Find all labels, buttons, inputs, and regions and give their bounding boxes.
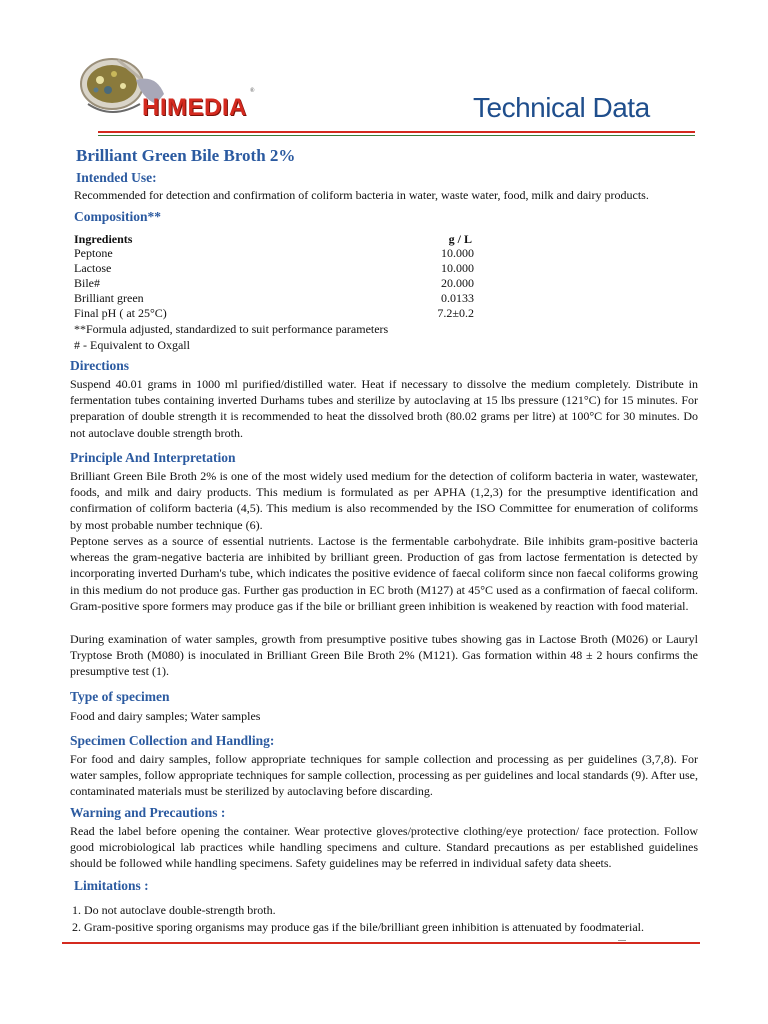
himedia-logo — [78, 54, 260, 130]
directions-heading: Directions — [70, 358, 129, 373]
divider — [618, 940, 626, 941]
composition-row — [74, 291, 484, 306]
composition-row — [74, 261, 484, 276]
header-rule-red — [98, 131, 695, 133]
intended-use-heading: Intended Use: — [76, 170, 157, 185]
limitation-item: 2. Gram-positive sporing organisms may produce gas if the bile/brilliant green inhibition is attenuated by foodmaterial. — [72, 920, 644, 934]
limitation-item: 1. Do not autoclave double-strength broth. — [72, 903, 276, 917]
ingredient-value: 10.000 — [441, 246, 474, 260]
principle-paragraph-2: Peptone serves as a source of essential nutrients. Lactose is the fermentable carbohydrate. Bile inhibits gram-positive bacteria whereas the gram-negative bacteria are inhibited by brilliant green. Production of gas from lactose fermentation is detected by incorporating inverted Durham's tube, which indicates the positive evidence of faecal coliform since non faecal coliforms growing in this medium do not produce gas. Further gas production in EC broth (M127) at 45°C used as a confirmation of faecal coliform. Gram-positive spore formers may produce gas if the bile or brilliant green inhibition is weakened by reaction with food material. — [70, 534, 698, 613]
header-title: Technical Data — [473, 92, 650, 123]
composition-row — [74, 306, 484, 321]
footer-rule — [62, 942, 700, 944]
document-title: Brilliant Green Bile Broth 2% — [76, 146, 296, 165]
ingredients-header: Ingredients — [74, 232, 133, 246]
ingredient-name: Peptone — [74, 246, 113, 260]
composition-note-bile: # - Equivalent to Oxgall — [74, 338, 190, 352]
ingredient-value: 20.000 — [441, 276, 474, 290]
principle-paragraph-3: During examination of water samples, growth from presumptive positive tubes showing gas in Lactose Broth (M026) or Lauryl Tryptose Broth (M080) is inoculated in Brilliant Green Bile Broth 2% (M121). Gas formation within 48 ± 2 hours confirms the presumptive test (1). — [70, 632, 698, 679]
warning-heading: Warning and Precautions : — [70, 805, 226, 820]
intended-use-text: Recommended for detection and confirmation of coliform bacteria in water, waste water, food, milk and dairy products. — [74, 188, 649, 202]
composition-row — [74, 276, 484, 291]
composition-row — [74, 246, 484, 261]
composition-header-row — [74, 232, 484, 247]
brand-name: HIMEDIA — [142, 94, 247, 121]
units-header: g / L — [448, 232, 472, 246]
warning-text: Read the label before opening the container. Wear protective gloves/protective clothing/eye protection/ face protection. Follow good microbiological lab practices while handling specimens and culture. Standard precautions as per established guidelines should be followed while handling specimens. Safety guidelines may be referred in individual safety data sheets. — [70, 824, 698, 871]
registered-mark: ® — [250, 88, 255, 94]
header-rule-green — [98, 135, 695, 136]
principle-heading: Principle And Interpretation — [70, 450, 236, 465]
principle-paragraph-1: Brilliant Green Bile Broth 2% is one of the most widely used medium for the detection of coliform bacteria in water, wastewater, foods, and milk and dairy products. This medium is formulated as per APHA (1,2,3) for the presumptive identification and confirmation of coliform bacteria (4,5). This medium is also recommended by the ISO Committee for enumeration of coliforms by most probable number technique (6). — [70, 469, 698, 532]
ingredient-name: Bile# — [74, 276, 100, 290]
limitations-heading: Limitations : — [74, 878, 149, 893]
ingredient-value: 0.0133 — [441, 291, 474, 305]
ingredient-value: 7.2±0.2 — [437, 306, 474, 320]
collection-heading: Specimen Collection and Handling: — [70, 733, 275, 748]
specimen-type-text: Food and dairy samples; Water samples — [70, 709, 261, 723]
ingredient-value: 10.000 — [441, 261, 474, 275]
specimen-type-heading: Type of specimen — [70, 689, 170, 704]
composition-heading: Composition** — [74, 209, 162, 224]
ingredient-name: Lactose — [74, 261, 112, 275]
composition-note-formula: **Formula adjusted, standardized to suit performance parameters — [74, 322, 389, 336]
ingredient-name: Brilliant green — [74, 291, 144, 305]
ingredient-name: Final pH ( at 25°C) — [74, 306, 167, 320]
collection-text: For food and dairy samples, follow appropriate techniques for sample collection and processing as per guidelines (3,7,8). For water samples, follow appropriate techniques for sample collection, processing as per guidelines and local standards (9). After use, contaminated materials must be sterilized by autoclaving before discarding. — [70, 752, 698, 799]
directions-text: Suspend 40.01 grams in 1000 ml purified/distilled water. Heat if necessary to dissolve the medium completely. Distribute in fermentation tubes containing inverted Durhams tubes and sterilize by autoclaving at 15 lbs pressure (121°C) for 15 minutes. For preparation of double strength it is recommended to heat the dissolved broth (80.02 grams per litre) at 100°C for 30 minutes. Do not autoclave double strength broth. — [70, 377, 698, 440]
